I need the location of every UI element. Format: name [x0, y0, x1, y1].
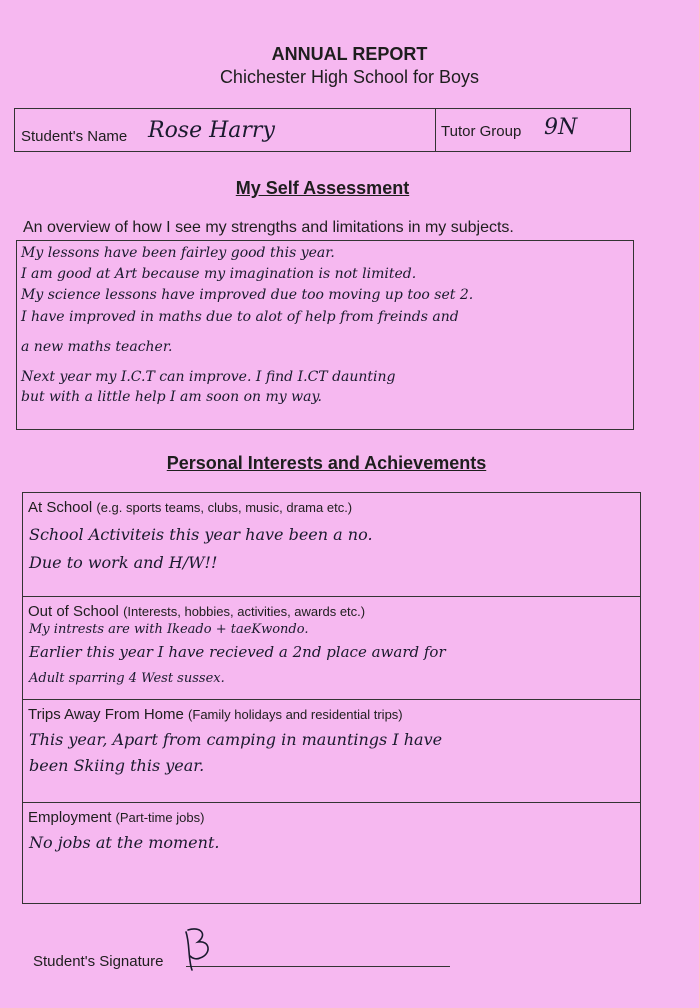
- employment-line: No jobs at the moment.: [29, 833, 220, 852]
- at-school-section: [23, 493, 640, 596]
- self-assessment-line: a new maths teacher.: [21, 339, 173, 355]
- trips-section: [23, 699, 640, 803]
- school-name: Chichester High School for Boys: [219, 67, 480, 87]
- at-school-label: At School (e.g. sports teams, clubs, music, drama etc.): [28, 499, 353, 516]
- employment-section: [23, 802, 640, 906]
- self-assessment-line: I am good at Art because my imagination is not limited.: [21, 266, 417, 282]
- out-of-school-label: Out of School (Interests, hobbies, activities, awards etc.): [28, 603, 366, 620]
- at-school-line: School Activiteis this year have been a no.: [29, 525, 373, 544]
- self-assessment-line: My lessons have been fairley good this year.: [21, 245, 335, 261]
- trips-line: been Skiing this year.: [29, 756, 205, 775]
- employment-label: Employment (Part-time jobs): [28, 809, 205, 826]
- self-assessment-heading: My Self Assessment: [235, 178, 410, 198]
- self-assessment-line: My science lessons have improved due too moving up too set 2.: [21, 287, 474, 303]
- trips-line: This year, Apart from camping in mauntings I have: [29, 730, 443, 749]
- student-name-label: Student's Name: [21, 128, 128, 145]
- self-assessment-overview: An overview of how I see my strengths and limitations in my subjects.: [23, 219, 514, 236]
- tutor-group-value: 9N: [544, 115, 578, 140]
- student-name-value: Rose Harry: [148, 118, 275, 143]
- student-info-box: [14, 108, 631, 152]
- signature-mark-icon: [180, 924, 220, 974]
- self-assessment-line: Next year my I.C.T can improve. I find I.CT daunting: [21, 369, 396, 385]
- signature-line: [186, 966, 450, 967]
- personal-interests-heading: Personal Interests and Achievements: [166, 453, 487, 473]
- out-of-school-line: Earlier this year I have recieved a 2nd place award for: [29, 643, 446, 661]
- self-assessment-line: I have improved in maths due to alot of help from freinds and: [21, 309, 459, 325]
- at-school-line: Due to work and H/W!!: [29, 553, 218, 572]
- signature-label: Student's Signature: [33, 953, 164, 970]
- self-assessment-line: but with a little help I am soon on my way.: [21, 389, 322, 405]
- info-divider: [435, 109, 436, 151]
- personal-interests-box: [22, 492, 641, 904]
- out-of-school-line: My intrests are with Ikeado + taeKwondo.: [29, 622, 309, 637]
- self-assessment-box: [16, 240, 634, 430]
- report-title: ANNUAL REPORT: [271, 44, 428, 64]
- trips-label: Trips Away From Home (Family holidays and residential trips): [28, 706, 403, 723]
- out-of-school-section: [23, 596, 640, 700]
- tutor-group-label: Tutor Group: [441, 123, 522, 140]
- out-of-school-line: Adult sparring 4 West sussex.: [29, 671, 225, 686]
